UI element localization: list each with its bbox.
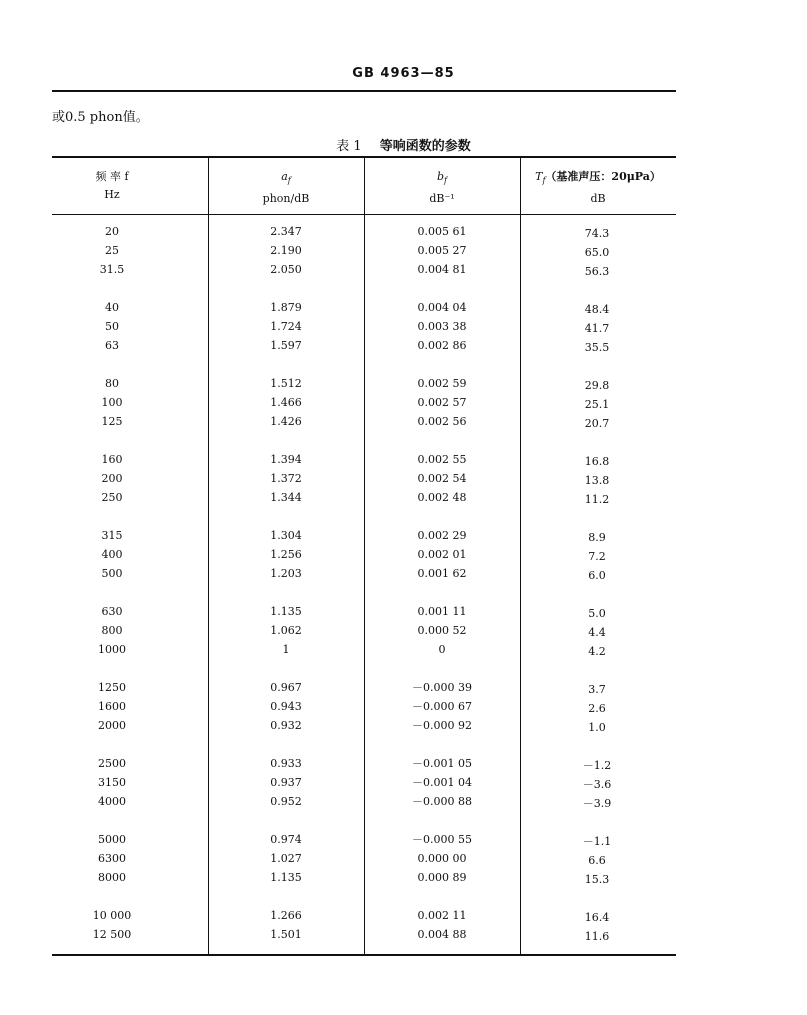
frequency-cell: 50	[105, 320, 119, 333]
table-bottom-rule	[52, 954, 676, 956]
tf-cell: 6.0	[588, 569, 606, 582]
frequency-cell: 4000	[98, 795, 126, 808]
tf-cell: －3.6	[582, 778, 612, 791]
af-cell: 1.135	[270, 871, 302, 884]
bf-cell: 0.004 04	[417, 301, 467, 314]
tf-cell: －1.1	[582, 835, 612, 848]
af-cell: 1	[282, 643, 290, 656]
bf-cell: －0.000 67	[412, 700, 472, 713]
tf-cell: 65.0	[584, 246, 610, 259]
af-cell: 2.050	[270, 263, 302, 276]
bf-cell: －0.000 55	[412, 833, 472, 846]
frequency-cell: 800	[101, 624, 123, 637]
tf-cell: 7.2	[588, 550, 606, 563]
tf-cell: 15.3	[584, 873, 610, 886]
frequency-cell: 6300	[98, 852, 126, 865]
frequency-cell: 10 000	[92, 909, 132, 922]
bf-cell: －0.001 05	[412, 757, 472, 770]
bf-cell: 0.002 29	[417, 529, 467, 542]
header-tf-label: $T_f$（基准声压：20μPa）	[535, 170, 661, 186]
frequency-cell: 5000	[98, 833, 126, 846]
table-caption	[0, 135, 807, 154]
af-cell: 0.933	[270, 757, 302, 770]
bf-cell: 0.005 61	[417, 225, 467, 238]
frequency-cell: 80	[105, 377, 119, 390]
tf-cell: 11.2	[584, 493, 610, 506]
tf-cell: 5.0	[588, 607, 606, 620]
frequency-cell: 12 500	[92, 928, 132, 941]
header-af	[208, 168, 364, 208]
header-tf-unit: dB	[590, 192, 606, 206]
intro-text: 或0.5 phon值。	[52, 110, 149, 125]
frequency-cell: 200	[101, 472, 123, 485]
af-cell: 1.879	[270, 301, 302, 314]
tf-cell: 4.2	[588, 645, 606, 658]
af-cell: 1.304	[270, 529, 302, 542]
frequency-cell: 63	[105, 339, 119, 352]
af-cell: 1.203	[270, 567, 302, 580]
bf-cell: 0.005 27	[417, 244, 467, 257]
af-cell: 1.027	[270, 852, 302, 865]
tf-cell: 13.8	[584, 474, 610, 487]
tf-cell: －3.9	[582, 797, 612, 810]
frequency-cell: 20	[105, 225, 119, 238]
table-caption-title: 等响函数的参数	[379, 139, 471, 154]
af-cell: 1.426	[270, 415, 302, 428]
column-divider	[208, 156, 209, 954]
bf-cell: 0.002 55	[417, 453, 467, 466]
bf-cell: 0	[438, 643, 446, 656]
table-caption-number: 表 1	[336, 139, 362, 154]
frequency-cell: 630	[101, 605, 123, 618]
frequency-cell: 160	[101, 453, 123, 466]
af-cell: 2.190	[270, 244, 302, 257]
bf-cell: 0.002 57	[417, 396, 467, 409]
af-cell: 0.967	[270, 681, 302, 694]
tf-cell: 16.8	[584, 455, 610, 468]
bf-cell: 0.001 11	[417, 605, 467, 618]
frequency-cell: 315	[101, 529, 123, 542]
tf-cell: 56.3	[584, 265, 610, 278]
bf-cell: 0.000 89	[417, 871, 467, 884]
af-cell: 0.943	[270, 700, 302, 713]
frequency-cell: 100	[101, 396, 123, 409]
af-cell: 0.974	[270, 833, 302, 846]
bf-cell: 0.003 38	[417, 320, 467, 333]
frequency-cell: 3150	[98, 776, 126, 789]
tf-cell: 8.9	[588, 531, 606, 544]
af-cell: 1.266	[270, 909, 302, 922]
af-cell: 0.937	[270, 776, 302, 789]
frequency-cell: 25	[105, 244, 119, 257]
frequency-cell: 500	[101, 567, 123, 580]
bf-cell: 0.002 11	[417, 909, 467, 922]
header-bf-unit: dB⁻¹	[429, 192, 455, 206]
frequency-cell: 1600	[98, 700, 126, 713]
header-af-label: $a_f$	[281, 170, 291, 186]
bf-cell: 0.000 52	[417, 624, 467, 637]
af-cell: 0.932	[270, 719, 302, 732]
af-cell: 1.394	[270, 453, 302, 466]
bf-cell: －0.000 39	[412, 681, 472, 694]
tf-cell: 6.6	[588, 854, 606, 867]
header-rule	[52, 90, 676, 92]
tf-cell: 41.7	[584, 322, 610, 335]
af-cell: 1.597	[270, 339, 302, 352]
tf-cell: 25.1	[584, 398, 610, 411]
af-cell: 1.466	[270, 396, 302, 409]
bf-cell: －0.000 92	[412, 719, 472, 732]
frequency-cell: 400	[101, 548, 123, 561]
frequency-cell: 1250	[98, 681, 126, 694]
frequency-cell: 1000	[98, 643, 126, 656]
bf-cell: 0.002 48	[417, 491, 467, 504]
frequency-cell: 250	[101, 491, 123, 504]
tf-cell: 11.6	[584, 930, 610, 943]
tf-cell: 2.6	[588, 702, 606, 715]
frequency-cell: 40	[105, 301, 119, 314]
af-cell: 1.512	[270, 377, 302, 390]
header-tf	[520, 168, 676, 208]
header-bf-label: $b_f$	[436, 170, 447, 186]
bf-cell: 0.000 00	[417, 852, 467, 865]
bf-cell: 0.001 62	[417, 567, 467, 580]
af-cell: 1.256	[270, 548, 302, 561]
frequency-cell: 31.5	[99, 263, 125, 276]
tf-cell: －1.2	[582, 759, 612, 772]
bf-cell: －0.001 04	[412, 776, 472, 789]
af-cell: 1.135	[270, 605, 302, 618]
header-frequency	[52, 168, 208, 208]
document-code: GB 4963—85	[352, 66, 455, 81]
tf-cell: 3.7	[588, 683, 606, 696]
bf-cell: 0.002 56	[417, 415, 467, 428]
header-bf	[364, 168, 520, 208]
tf-cell: 74.3	[584, 227, 610, 240]
bf-cell: 0.002 86	[417, 339, 467, 352]
frequency-cell: 8000	[98, 871, 126, 884]
af-cell: 1.724	[270, 320, 302, 333]
af-cell: 1.501	[270, 928, 302, 941]
header-af-unit: phon/dB	[262, 192, 310, 206]
header-frequency-label: 频 率 f	[95, 170, 129, 183]
tf-cell: 35.5	[584, 341, 610, 354]
tf-cell: 16.4	[584, 911, 610, 924]
tf-cell: 48.4	[584, 303, 610, 316]
af-cell: 2.347	[270, 225, 302, 238]
frequency-cell: 2000	[98, 719, 126, 732]
header-frequency-unit: Hz	[104, 188, 120, 201]
bf-cell: －0.000 88	[412, 795, 472, 808]
af-cell: 0.952	[270, 795, 302, 808]
tf-cell: 4.4	[588, 626, 606, 639]
bf-cell: 0.004 88	[417, 928, 467, 941]
parameter-table	[52, 156, 676, 956]
af-cell: 1.344	[270, 491, 302, 504]
bf-cell: 0.002 59	[417, 377, 467, 390]
tf-cell: 1.0	[588, 721, 606, 734]
frequency-cell: 2500	[98, 757, 126, 770]
af-cell: 1.062	[270, 624, 302, 637]
af-cell: 1.372	[270, 472, 302, 485]
bf-cell: 0.002 54	[417, 472, 467, 485]
frequency-cell: 125	[101, 415, 123, 428]
bf-cell: 0.002 01	[417, 548, 467, 561]
tf-cell: 20.7	[584, 417, 610, 430]
bf-cell: 0.004 81	[417, 263, 467, 276]
tf-cell: 29.8	[584, 379, 610, 392]
column-divider	[520, 156, 521, 954]
